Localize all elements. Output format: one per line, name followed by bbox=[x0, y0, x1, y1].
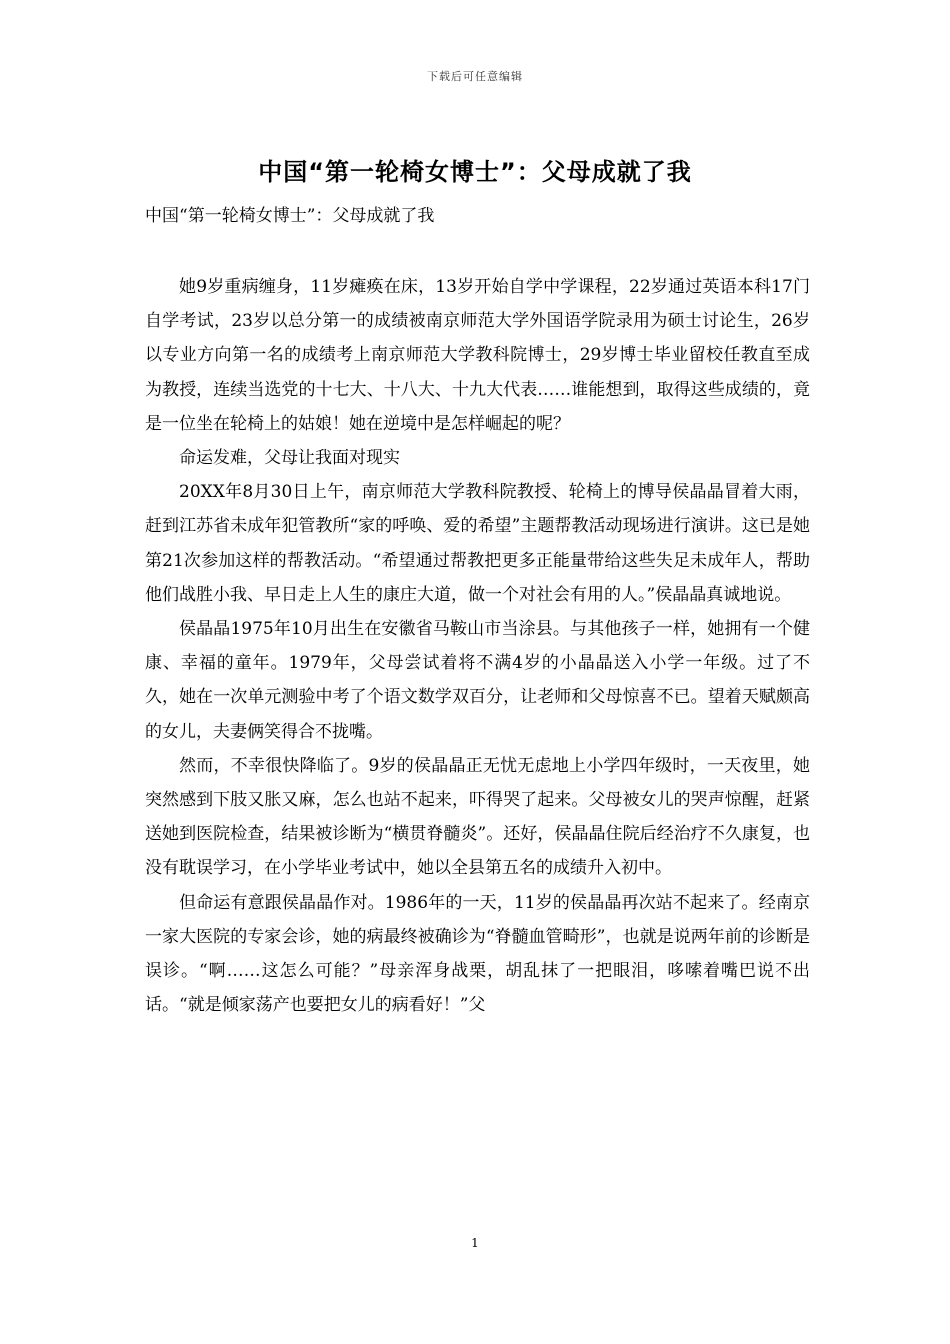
document-subtitle: 中国“第一轮椅女博士”：父母成就了我 bbox=[145, 206, 435, 226]
body-paragraph: 但命运有意跟侯晶晶作对。1986年的一天，11岁的侯晶晶再次站不起来了。经南京一家大医院的专家会诊，她的病最终被确诊为“脊髓血管畸形”，也就是说两年前的诊断是误诊。“啊……这怎么可能？”母亲浑身战栗，胡乱抹了一把眼泪，哆嗦着嘴巴说不出话。“就是倾家荡产也要把女儿的病看好！”父 bbox=[145, 892, 810, 1016]
body-paragraph: 然而，不幸很快降临了。9岁的侯晶晶正无忧无虑地上小学四年级时，一天夜里，她突然感到下肢又胀又麻，怎么也站不起来，吓得哭了起来。父母被女儿的哭声惊醒，赶紧送她到医院检查，结果被诊断为“横贯脊髓炎”。还好，侯晶晶住院后经治疗不久康复，也没有耽误学习，在小学毕业考试中，她以全县第五名的成绩升入初中。 bbox=[145, 755, 810, 879]
body-paragraph: 她9岁重病缠身，11岁瘫痪在床，13岁开始自学中学课程，22岁通过英语本科17门自学考试，23岁以总分第一的成绩被南京师范大学外国语学院录用为硕士讨论生，26岁以专业方向第一名的成绩考上南京师范大学教科院博士，29岁博士毕业留校任教直至成为教授，连续当选党的十七大、十八大、十九大代表……谁能想到，取得这些成绩的，竟是一位坐在轮椅上的姑娘！她在逆境中是怎样崛起的呢？ bbox=[145, 277, 810, 434]
document-body bbox=[145, 270, 810, 1022]
body-paragraph: 侯晶晶1975年10月出生在安徽省马鞍山市当涂县。与其他孩子一样，她拥有一个健康、幸福的童年。1979年，父母尝试着将不满4岁的小晶晶送入小学一年级。过了不久，她在一次单元测验中考了个语文数学双百分，让老师和父母惊喜不已。望着天赋颇高的女儿，夫妻俩笑得合不拢嘴。 bbox=[145, 619, 810, 742]
section-heading: 命运发难，父母让我面对现实 bbox=[179, 448, 400, 469]
page-header-note: 下载后可任意编辑 bbox=[427, 70, 523, 83]
document-title: 中国“第一轮椅女博士”：父母成就了我 bbox=[258, 158, 692, 186]
body-paragraph: 20XX年8月30日上午，南京师范大学教科院教授、轮椅上的博导侯晶晶冒着大雨，赶到江苏省未成年犯管教所“家的呼唤、爱的希望”主题帮教活动现场进行演讲。这已是她第21次参加这样的帮教活动。“希望通过帮教把更多正能量带给这些失足未成年人，帮助他们战胜小我、早日走上人生的康庄大道，做一个对社会有用的人。”侯晶晶真诚地说。 bbox=[145, 482, 810, 605]
page-number: 1 bbox=[471, 1236, 479, 1250]
